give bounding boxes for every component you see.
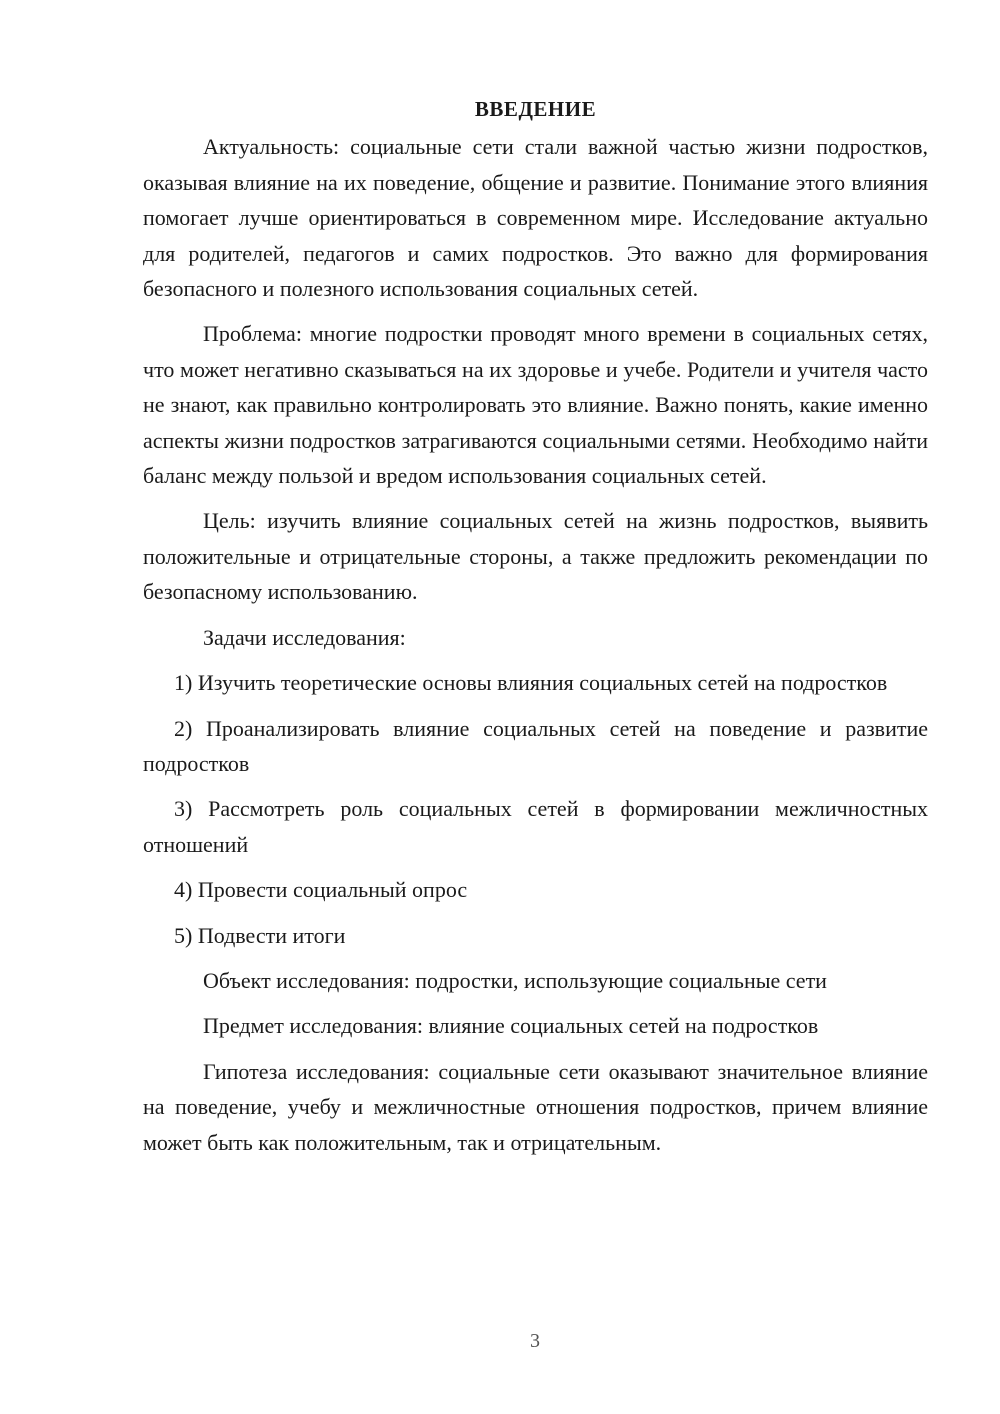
task-item-5: 5) Подвести итоги bbox=[174, 922, 346, 948]
hypothesis-paragraph: Гипотеза исследования: социальные сети оказывают значительное влияние на поведение, учебу и межличностные отношения подростков, причем влияние может быть как положительным, так и отрицательным. bbox=[143, 1058, 928, 1155]
goal-paragraph: Цель: изучить влияние социальных сетей на жизнь подростков, выявить положительные и отрицательные стороны, а также предложить рекомендации по безопасному использованию. bbox=[143, 508, 928, 605]
relevance-paragraph: Актуальность: социальные сети стали важной частью жизни подростков, оказывая влияние на их поведение, общение и развитие. Понимание этого влияния помогает лучше ориентироваться в современном мире. Исследование актуально для родителей, педагогов и самих подростков. Это важно для формирования безопасного и полезного использования социальных сетей. bbox=[143, 134, 928, 302]
page-content bbox=[143, 92, 928, 1170]
task-item-3: 3) Рассмотреть роль социальных сетей в формировании межличностных отношений bbox=[143, 796, 928, 857]
object-paragraph: Объект исследования: подростки, использующие социальные сети bbox=[203, 967, 827, 993]
task-item-1: 1) Изучить теоретические основы влияния социальных сетей на подростков bbox=[174, 670, 888, 696]
task-item-2: 2) Проанализировать влияние социальных сетей на поведение и развитие подростков bbox=[143, 715, 928, 776]
problem-paragraph: Проблема: многие подростки проводят много времени в социальных сетях, что может негативно сказываться на их здоровье и учебе. Родители и учителя часто не знают, как правильно контролировать это влияние. Важно понять, какие именно аспекты жизни подростков затрагиваются социальными сетями. Необходимо найти баланс между пользой и вредом использования социальных сетей. bbox=[143, 321, 928, 489]
page-number: 3 bbox=[530, 1330, 540, 1352]
tasks-title: Задачи исследования: bbox=[203, 624, 406, 650]
section-heading: ВВЕДЕНИЕ bbox=[474, 97, 597, 121]
task-item-4: 4) Провести социальный опрос bbox=[174, 877, 468, 903]
subject-paragraph: Предмет исследования: влияние социальных сетей на подростков bbox=[203, 1013, 819, 1039]
